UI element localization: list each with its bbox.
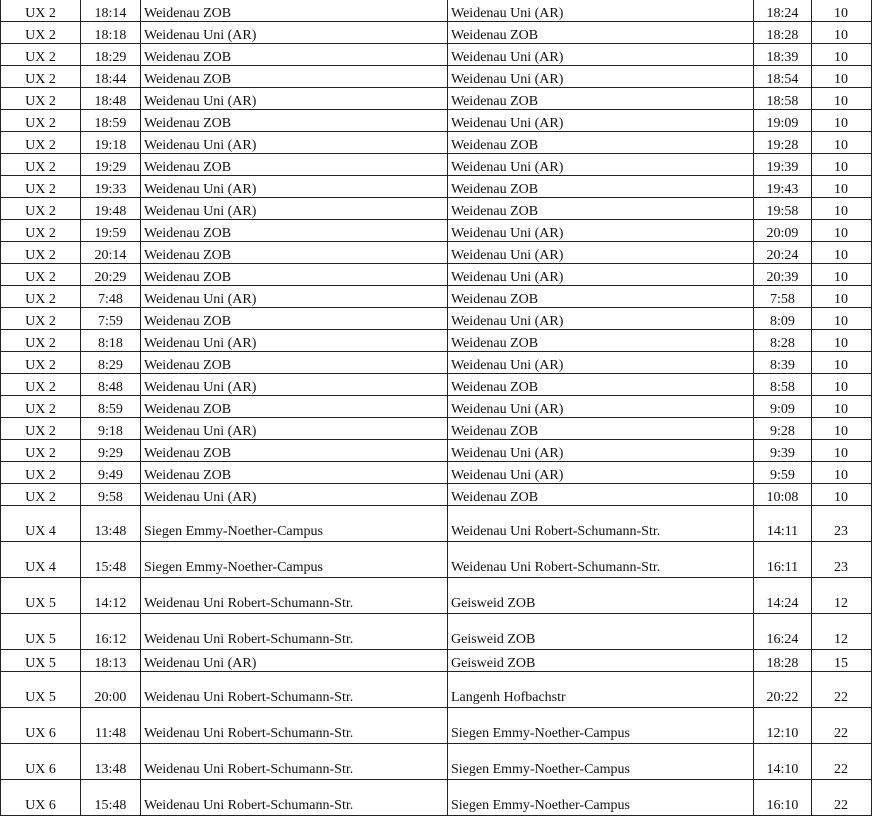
duration-cell: 10 [812,440,872,462]
origin-stop-cell: Weidenau Uni Robert-Schumann-Str. [141,578,448,614]
duration-cell: 10 [812,110,872,132]
departure-time-cell: 8:48 [81,374,141,396]
destination-stop-cell: Weidenau Uni (AR) [448,154,754,176]
arrival-time-cell: 18:54 [754,66,812,88]
route-cell: UX 2 [1,176,81,198]
table-row [1,330,872,352]
origin-stop-cell: Weidenau Uni (AR) [141,650,448,672]
departure-time-cell: 13:48 [81,744,141,780]
duration-cell: 22 [812,744,872,780]
arrival-time-cell: 19:58 [754,198,812,220]
origin-stop-cell: Weidenau ZOB [141,0,448,22]
table-row [1,352,872,374]
destination-stop-cell: Geisweid ZOB [448,578,754,614]
duration-cell: 10 [812,0,872,22]
origin-stop-cell: Weidenau ZOB [141,396,448,418]
destination-stop-cell: Weidenau ZOB [448,176,754,198]
arrival-time-cell: 16:24 [754,614,812,650]
arrival-time-cell: 14:24 [754,578,812,614]
table-row [1,614,872,650]
origin-stop-cell: Weidenau ZOB [141,242,448,264]
destination-stop-cell: Weidenau Uni Robert-Schumann-Str. [448,542,754,578]
route-cell: UX 2 [1,220,81,242]
departure-time-cell: 8:59 [81,396,141,418]
duration-cell: 12 [812,578,872,614]
arrival-time-cell: 20:22 [754,672,812,708]
route-cell: UX 2 [1,22,81,44]
destination-stop-cell: Weidenau ZOB [448,132,754,154]
route-cell: UX 2 [1,330,81,352]
destination-stop-cell: Siegen Emmy-Noether-Campus [448,708,754,744]
arrival-time-cell: 7:58 [754,286,812,308]
duration-cell: 10 [812,352,872,374]
route-cell: UX 2 [1,154,81,176]
table-row [1,44,872,66]
departure-time-cell: 18:48 [81,88,141,110]
origin-stop-cell: Weidenau Uni (AR) [141,88,448,110]
arrival-time-cell: 8:58 [754,374,812,396]
departure-time-cell: 9:29 [81,440,141,462]
destination-stop-cell: Weidenau ZOB [448,484,754,506]
arrival-time-cell: 8:28 [754,330,812,352]
destination-stop-cell: Weidenau Uni (AR) [448,440,754,462]
arrival-time-cell: 18:39 [754,44,812,66]
route-cell: UX 2 [1,418,81,440]
duration-cell: 10 [812,462,872,484]
route-cell: UX 2 [1,242,81,264]
destination-stop-cell: Weidenau ZOB [448,286,754,308]
destination-stop-cell: Weidenau Uni Robert-Schumann-Str. [448,506,754,542]
duration-cell: 10 [812,176,872,198]
arrival-time-cell: 19:09 [754,110,812,132]
origin-stop-cell: Weidenau Uni (AR) [141,330,448,352]
table-row [1,506,872,542]
route-cell: UX 2 [1,198,81,220]
departure-time-cell: 18:59 [81,110,141,132]
duration-cell: 23 [812,542,872,578]
timetable-body [1,0,872,816]
table-row [1,242,872,264]
table-row [1,780,872,816]
departure-time-cell: 19:29 [81,154,141,176]
table-row [1,176,872,198]
destination-stop-cell: Weidenau ZOB [448,330,754,352]
departure-time-cell: 19:48 [81,198,141,220]
departure-time-cell: 19:59 [81,220,141,242]
origin-stop-cell: Weidenau Uni Robert-Schumann-Str. [141,672,448,708]
duration-cell: 23 [812,506,872,542]
duration-cell: 10 [812,44,872,66]
arrival-time-cell: 14:10 [754,744,812,780]
duration-cell: 10 [812,308,872,330]
duration-cell: 15 [812,650,872,672]
route-cell: UX 2 [1,66,81,88]
route-cell: UX 5 [1,650,81,672]
destination-stop-cell: Weidenau ZOB [448,418,754,440]
route-cell: UX 5 [1,672,81,708]
duration-cell: 22 [812,708,872,744]
route-cell: UX 2 [1,110,81,132]
table-row [1,650,872,672]
origin-stop-cell: Weidenau Uni (AR) [141,22,448,44]
destination-stop-cell: Weidenau ZOB [448,88,754,110]
departure-time-cell: 18:18 [81,22,141,44]
duration-cell: 10 [812,198,872,220]
table-row [1,308,872,330]
route-cell: UX 2 [1,396,81,418]
destination-stop-cell: Weidenau Uni (AR) [448,396,754,418]
duration-cell: 22 [812,672,872,708]
departure-time-cell: 7:48 [81,286,141,308]
arrival-time-cell: 19:39 [754,154,812,176]
departure-time-cell: 13:48 [81,506,141,542]
destination-stop-cell: Weidenau Uni (AR) [448,0,754,22]
route-cell: UX 4 [1,542,81,578]
route-cell: UX 2 [1,286,81,308]
table-row [1,22,872,44]
route-cell: UX 2 [1,0,81,22]
arrival-time-cell: 12:10 [754,708,812,744]
origin-stop-cell: Weidenau Uni (AR) [141,176,448,198]
duration-cell: 10 [812,374,872,396]
destination-stop-cell: Siegen Emmy-Noether-Campus [448,744,754,780]
destination-stop-cell: Geisweid ZOB [448,650,754,672]
route-cell: UX 2 [1,308,81,330]
table-row [1,286,872,308]
origin-stop-cell: Weidenau ZOB [141,154,448,176]
duration-cell: 10 [812,132,872,154]
arrival-time-cell: 10:08 [754,484,812,506]
table-row [1,374,872,396]
destination-stop-cell: Geisweid ZOB [448,614,754,650]
destination-stop-cell: Weidenau Uni (AR) [448,308,754,330]
departure-time-cell: 11:48 [81,708,141,744]
destination-stop-cell: Weidenau Uni (AR) [448,220,754,242]
table-row [1,88,872,110]
duration-cell: 10 [812,242,872,264]
duration-cell: 10 [812,418,872,440]
route-cell: UX 5 [1,578,81,614]
table-row [1,396,872,418]
destination-stop-cell: Weidenau ZOB [448,374,754,396]
route-cell: UX 2 [1,440,81,462]
arrival-time-cell: 18:28 [754,22,812,44]
origin-stop-cell: Siegen Emmy-Noether-Campus [141,542,448,578]
route-cell: UX 2 [1,132,81,154]
departure-time-cell: 15:48 [81,780,141,816]
origin-stop-cell: Weidenau ZOB [141,308,448,330]
destination-stop-cell: Siegen Emmy-Noether-Campus [448,780,754,816]
origin-stop-cell: Weidenau ZOB [141,110,448,132]
arrival-time-cell: 9:28 [754,418,812,440]
destination-stop-cell: Weidenau Uni (AR) [448,264,754,286]
arrival-time-cell: 18:28 [754,650,812,672]
arrival-time-cell: 20:39 [754,264,812,286]
table-row [1,264,872,286]
origin-stop-cell: Weidenau Uni (AR) [141,374,448,396]
origin-stop-cell: Weidenau Uni (AR) [141,198,448,220]
route-cell: UX 2 [1,44,81,66]
departure-time-cell: 19:18 [81,132,141,154]
table-row [1,440,872,462]
destination-stop-cell: Weidenau Uni (AR) [448,66,754,88]
duration-cell: 10 [812,66,872,88]
route-cell: UX 2 [1,352,81,374]
departure-time-cell: 8:29 [81,352,141,374]
origin-stop-cell: Siegen Emmy-Noether-Campus [141,506,448,542]
origin-stop-cell: Weidenau Uni Robert-Schumann-Str. [141,708,448,744]
origin-stop-cell: Weidenau ZOB [141,264,448,286]
arrival-time-cell: 14:11 [754,506,812,542]
duration-cell: 10 [812,286,872,308]
table-row [1,578,872,614]
duration-cell: 22 [812,780,872,816]
departure-time-cell: 20:29 [81,264,141,286]
duration-cell: 10 [812,220,872,242]
arrival-time-cell: 9:09 [754,396,812,418]
destination-stop-cell: Weidenau Uni (AR) [448,352,754,374]
departure-time-cell: 16:12 [81,614,141,650]
destination-stop-cell: Weidenau ZOB [448,198,754,220]
destination-stop-cell: Langenh Hofbachstr [448,672,754,708]
route-cell: UX 2 [1,462,81,484]
table-row [1,418,872,440]
departure-time-cell: 14:12 [81,578,141,614]
departure-time-cell: 18:13 [81,650,141,672]
route-cell: UX 2 [1,264,81,286]
duration-cell: 10 [812,88,872,110]
departure-time-cell: 9:18 [81,418,141,440]
destination-stop-cell: Weidenau ZOB [448,22,754,44]
origin-stop-cell: Weidenau ZOB [141,462,448,484]
route-cell: UX 6 [1,708,81,744]
destination-stop-cell: Weidenau Uni (AR) [448,462,754,484]
table-row [1,672,872,708]
table-row [1,708,872,744]
route-cell: UX 5 [1,614,81,650]
route-cell: UX 2 [1,88,81,110]
table-row [1,484,872,506]
table-row [1,154,872,176]
destination-stop-cell: Weidenau Uni (AR) [448,44,754,66]
origin-stop-cell: Weidenau ZOB [141,66,448,88]
route-cell: UX 6 [1,780,81,816]
departure-time-cell: 19:33 [81,176,141,198]
table-row [1,744,872,780]
arrival-time-cell: 20:09 [754,220,812,242]
route-cell: UX 4 [1,506,81,542]
duration-cell: 10 [812,22,872,44]
arrival-time-cell: 16:11 [754,542,812,578]
origin-stop-cell: Weidenau ZOB [141,352,448,374]
origin-stop-cell: Weidenau ZOB [141,440,448,462]
origin-stop-cell: Weidenau ZOB [141,220,448,242]
table-row [1,0,872,22]
duration-cell: 10 [812,396,872,418]
departure-time-cell: 20:00 [81,672,141,708]
table-row [1,132,872,154]
departure-time-cell: 18:44 [81,66,141,88]
origin-stop-cell: Weidenau Uni (AR) [141,418,448,440]
arrival-time-cell: 8:39 [754,352,812,374]
table-row [1,198,872,220]
duration-cell: 10 [812,154,872,176]
origin-stop-cell: Weidenau Uni (AR) [141,484,448,506]
origin-stop-cell: Weidenau Uni Robert-Schumann-Str. [141,614,448,650]
arrival-time-cell: 9:59 [754,462,812,484]
arrival-time-cell: 18:24 [754,0,812,22]
origin-stop-cell: Weidenau Uni Robert-Schumann-Str. [141,744,448,780]
departure-time-cell: 7:59 [81,308,141,330]
departure-time-cell: 9:49 [81,462,141,484]
route-cell: UX 2 [1,484,81,506]
duration-cell: 10 [812,330,872,352]
table-row [1,542,872,578]
arrival-time-cell: 20:24 [754,242,812,264]
origin-stop-cell: Weidenau Uni (AR) [141,286,448,308]
departure-time-cell: 15:48 [81,542,141,578]
departure-time-cell: 18:29 [81,44,141,66]
origin-stop-cell: Weidenau ZOB [141,44,448,66]
arrival-time-cell: 9:39 [754,440,812,462]
table-row [1,66,872,88]
route-cell: UX 2 [1,374,81,396]
origin-stop-cell: Weidenau Uni Robert-Schumann-Str. [141,780,448,816]
duration-cell: 10 [812,264,872,286]
origin-stop-cell: Weidenau Uni (AR) [141,132,448,154]
arrival-time-cell: 16:10 [754,780,812,816]
arrival-time-cell: 19:43 [754,176,812,198]
duration-cell: 10 [812,484,872,506]
departure-time-cell: 8:18 [81,330,141,352]
route-cell: UX 6 [1,744,81,780]
destination-stop-cell: Weidenau Uni (AR) [448,110,754,132]
departure-time-cell: 9:58 [81,484,141,506]
duration-cell: 12 [812,614,872,650]
arrival-time-cell: 8:09 [754,308,812,330]
arrival-time-cell: 19:28 [754,132,812,154]
departure-time-cell: 18:14 [81,0,141,22]
table-row [1,462,872,484]
arrival-time-cell: 18:58 [754,88,812,110]
departure-time-cell: 20:14 [81,242,141,264]
table-row [1,110,872,132]
destination-stop-cell: Weidenau Uni (AR) [448,242,754,264]
table-row [1,220,872,242]
